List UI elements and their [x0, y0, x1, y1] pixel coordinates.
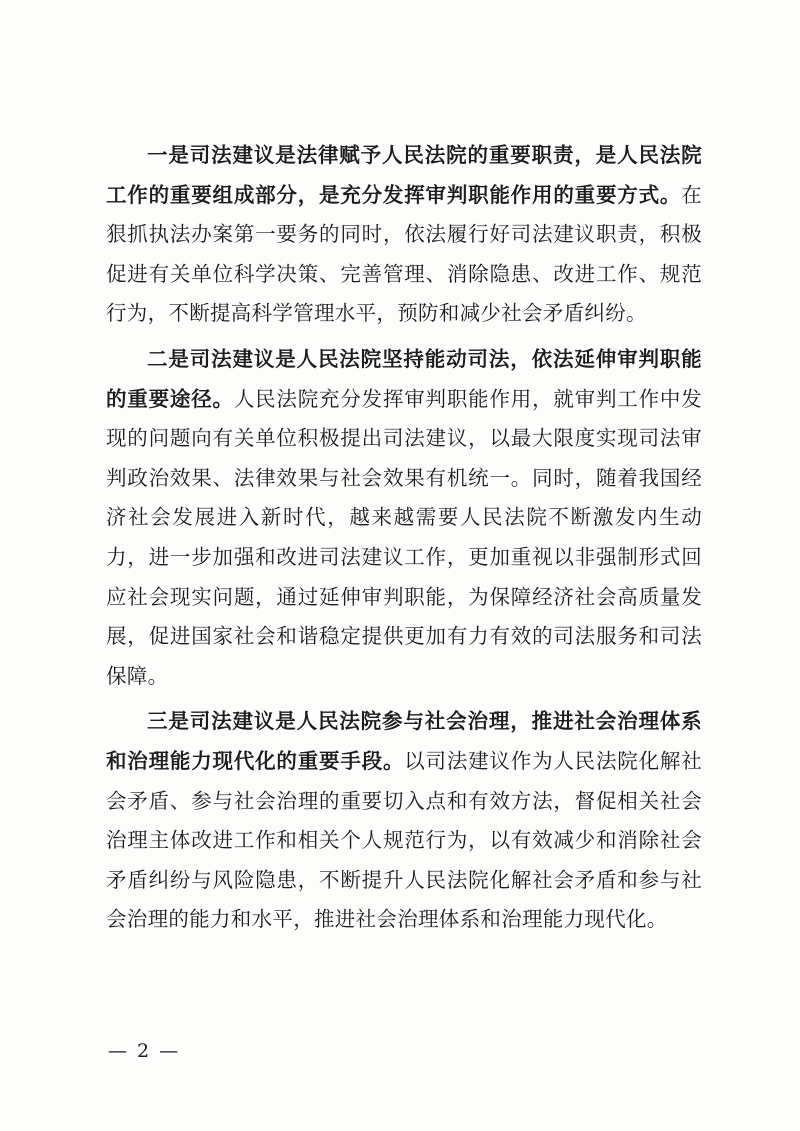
paragraph-3-lead: 三是司法建议是人民法院参与社会治理，推进社会治理体系和治理能力现代化的重要手段。 — [106, 709, 702, 773]
paragraph-1 — [106, 136, 702, 334]
paragraph-3-body: 以司法建议作为人民法院化解社会矛盾、参与社会治理的重要切入点和有效方法，督促相关社会治理主体改进工作和相关个人规范行为，以有效减少和消除社会矛盾纠纷与风险隐患，不断提升人民法院化解社会矛盾和参与社会治理的能力和水平，推进社会治理体系和治理能力现代化。 — [106, 748, 702, 932]
document-body — [106, 136, 702, 946]
paragraph-2-body: 人民法院充分发挥审判职能作用，就审判工作中发现的问题向有关单位积极提出司法建议，以最大限度实现司法审判政治效果、法律效果与社会效果有机统一。同时，随着我国经济社会发展进入新时代，越来越需要人民法院不断激发内生动力，进一步加强和改进司法建议工作，更加重视以非强制形式回应社会现实问题，通过延伸审判职能，为保障经济社会高质量发展，促进国家社会和谐稳定提供更加有力有效的司法服务和司法保障。 — [106, 386, 702, 688]
page-number: — 2 — — [108, 1040, 181, 1062]
paragraph-2-lead: 二是司法建议是人民法院坚持能动司法，依法延伸审判职能的重要途径。 — [106, 346, 702, 411]
paragraph-3 — [106, 702, 702, 940]
paragraph-1-body: 在狠抓执法办案第一要务的同时，依法履行好司法建议职责，积极促进有关单位科学决策、完善管理、消除隐患、改进工作、规范行为，不断提高科学管理水平，预防和减少社会矛盾纠纷。 — [106, 182, 702, 326]
paragraph-1-lead: 一是司法建议是法律赋予人民法院的重要职责，是人民法院工作的重要组成部分，是充分发挥审判职能作用的重要方式。 — [106, 143, 702, 207]
paragraph-2 — [106, 340, 702, 696]
